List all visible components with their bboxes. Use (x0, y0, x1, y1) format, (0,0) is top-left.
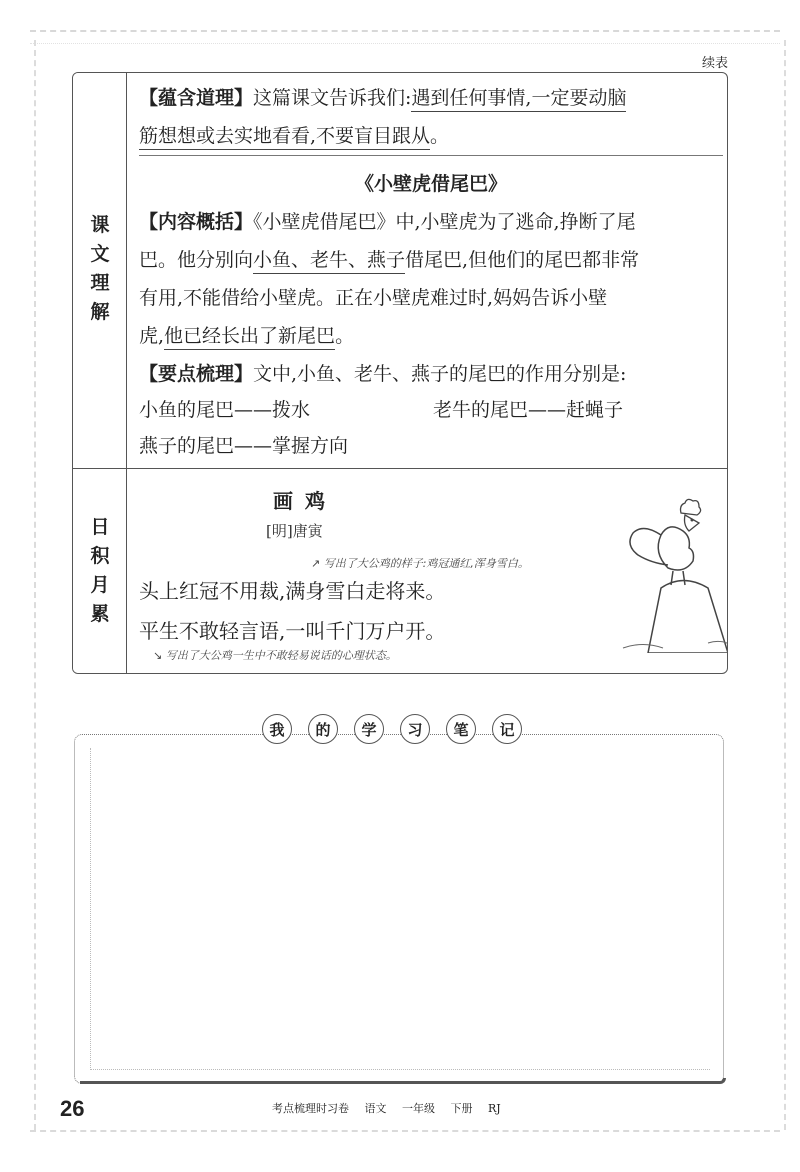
moral-line-1: 【蕴含道理】这篇课文告诉我们:遇到任何事情,一定要动脑 (139, 83, 626, 110)
notes-char: 记 (492, 714, 522, 744)
summary-line-4: 虎,他已经长出了新尾巴。 (139, 321, 354, 348)
notes-title (262, 714, 522, 744)
notes-char: 习 (400, 714, 430, 744)
page-border-right (776, 40, 786, 1130)
footer-grade: 一年级 (402, 1102, 435, 1115)
section-label-column (73, 73, 127, 673)
point-ox: 老牛的尾巴——赶蝇子 (433, 399, 624, 421)
points-tag: 【要点梳理】 (139, 363, 254, 385)
rooster-illustration (613, 493, 728, 653)
continued-label: 续表 (701, 56, 728, 71)
section-label-accumulate: 日 积 月 累 (90, 516, 110, 625)
footer-subject: 语文 (364, 1102, 387, 1115)
moral-tag: 【蕴含道理】 (139, 87, 254, 109)
notes-char: 的 (308, 714, 338, 744)
section-label-lesson: 课 文 理 解 (90, 214, 110, 323)
summary-line-3: 有用,不能借给小壁虎。正在小壁虎难过时,妈妈告诉小壁 (139, 287, 608, 309)
points-intro: 【要点梳理】文中,小鱼、老牛、燕子的尾巴的作用分别是: (139, 363, 627, 385)
notes-char: 笔 (446, 714, 476, 744)
notes-char: 我 (262, 714, 292, 744)
notes-box (74, 734, 724, 1084)
summary-line-2: 巴。他分别向小鱼、老牛、燕子借尾巴,但他们的尾巴都非常 (139, 245, 639, 272)
summary-line-1: 【内容概括】《小壁虎借尾巴》中,小壁虎为了逃命,挣断了尾 (139, 211, 636, 233)
poem-note-1: ↗ 写出了大公鸡的样子:鸡冠通红,浑身雪白。 (311, 557, 529, 570)
moral-divider (139, 155, 723, 156)
moral-line-2: 筋想想或去实地看看,不要盲目跟从。 (139, 121, 449, 148)
point-swallow: 燕子的尾巴——掌握方向 (139, 435, 349, 457)
poem-title: 画鸡 (273, 489, 337, 513)
page-border-left (34, 40, 44, 1130)
row-divider (73, 468, 727, 469)
footer-book: 考点梳理时习卷 (272, 1102, 349, 1115)
page-border-top (30, 30, 780, 44)
poem-note-2: ↘ 写出了大公鸡一生中不敢轻易说话的心理状态。 (153, 649, 397, 662)
poem-author: [明]唐寅 (266, 522, 323, 540)
poem-line-2: 平生不敢轻言语,一叫千门万户开。 (139, 619, 446, 643)
page-border-bottom (30, 1130, 780, 1142)
notes-box-shadow (80, 1078, 726, 1084)
page-number: 26 (60, 1096, 85, 1121)
summary-tag: 【内容概括】 (139, 211, 254, 233)
point-fish: 小鱼的尾巴——拨水 (139, 399, 311, 421)
notes-char: 学 (354, 714, 384, 744)
story-title: 《小壁虎借尾巴》 (354, 173, 507, 195)
footer-edition: RJ (488, 1102, 501, 1115)
lesson-table (72, 72, 728, 674)
poem-line-1: 头上红冠不用裁,满身雪白走将来。 (139, 579, 446, 603)
footer-info (272, 1100, 513, 1116)
footer-volume: 下册 (450, 1102, 473, 1115)
